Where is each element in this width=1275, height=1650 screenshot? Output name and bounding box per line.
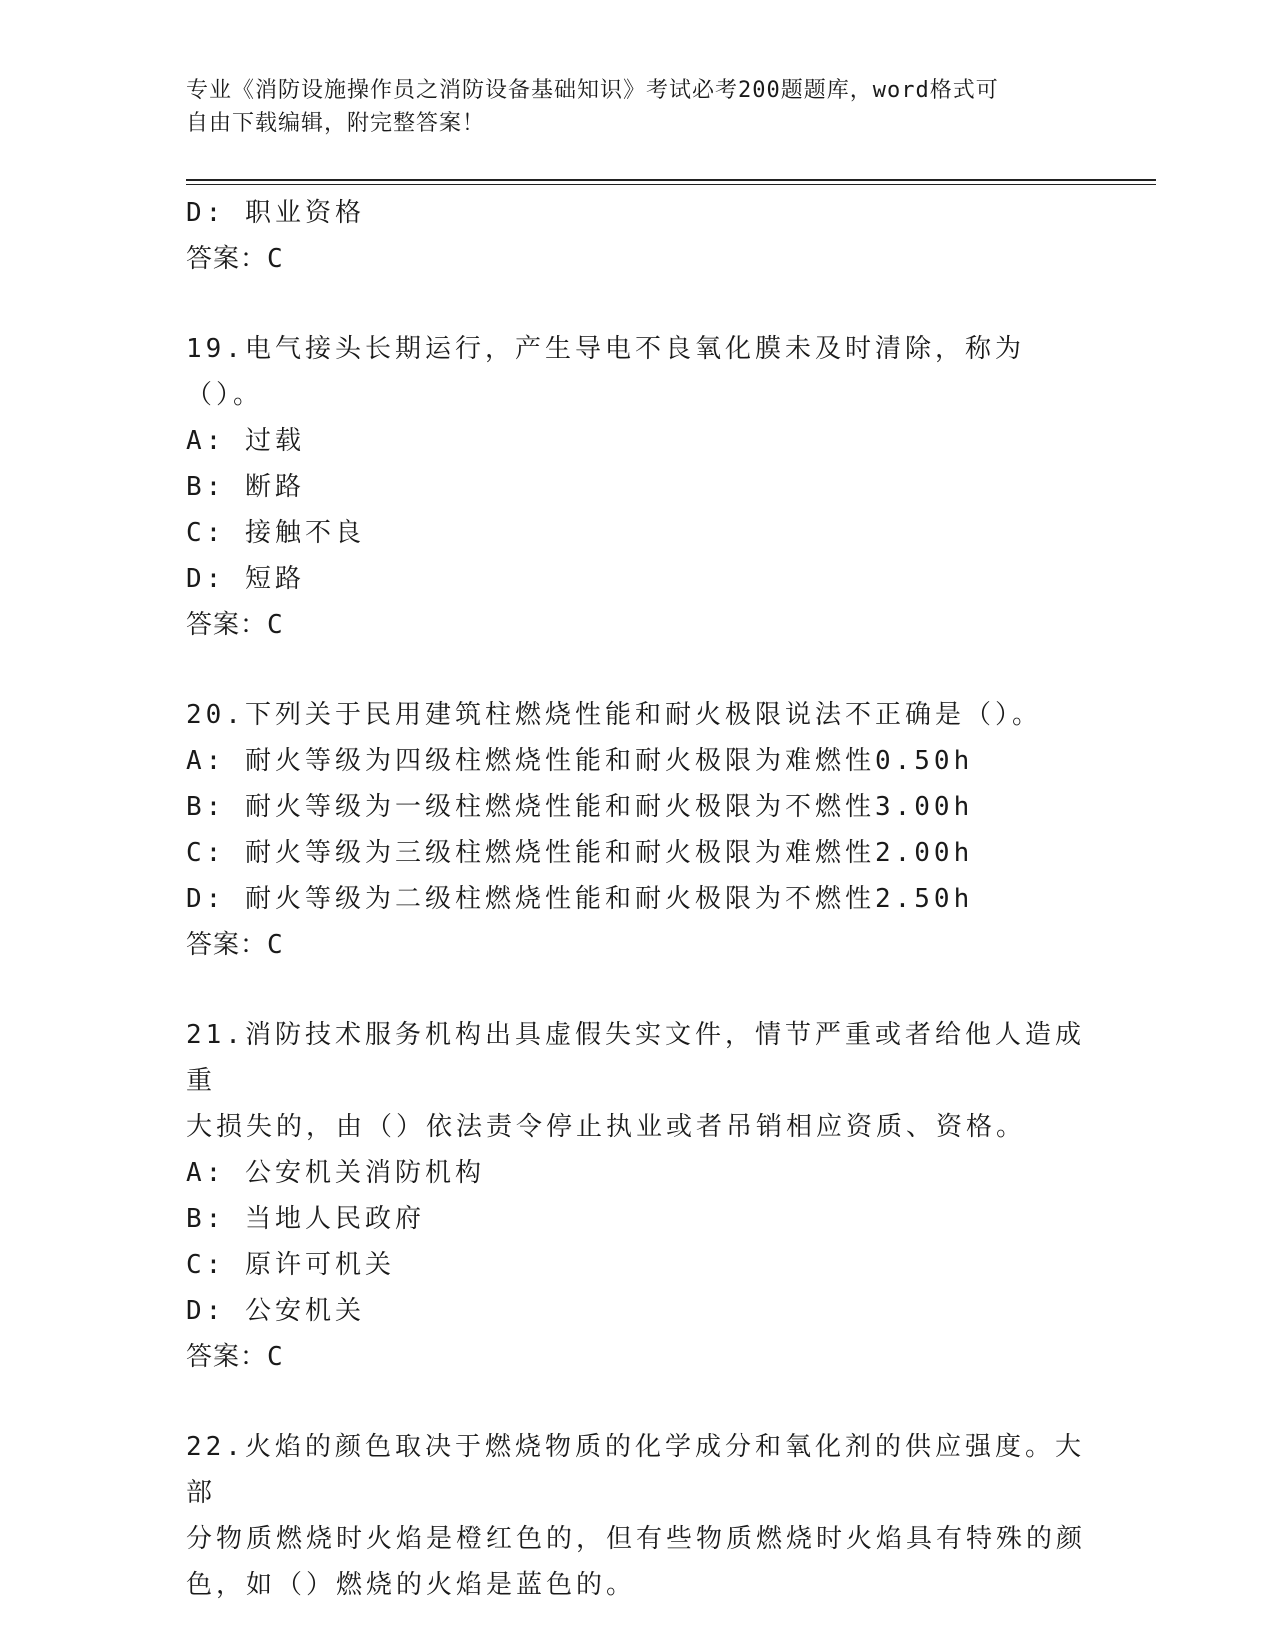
header-rule-top: [186, 179, 1156, 181]
option-a: A: 公安机关消防机构: [186, 1158, 485, 1188]
question-text-line-3: 色，如（）燃烧的火焰是蓝色的。: [186, 1570, 637, 1600]
question-text: 20.下列关于民用建筑柱燃烧性能和耐火极限说法不正确是（）。: [186, 700, 1042, 730]
option-d: D: 公安机关: [186, 1296, 365, 1326]
question-text: 19.电气接头长期运行，产生导电不良氧化膜未及时清除，称为（）。: [186, 334, 1025, 410]
answer-line: 答案：C: [186, 244, 284, 274]
document-header: [186, 74, 1086, 140]
question-text-line-2: 分物质燃烧时火焰是橙红色的，但有些物质燃烧时火焰具有特殊的颜: [186, 1524, 1087, 1554]
question-20: [186, 692, 1086, 968]
option-c: C: 耐火等级为三级柱燃烧性能和耐火极限为难燃性2.00h: [186, 838, 974, 868]
previous-question-tail: [186, 190, 1086, 282]
option-b: B: 耐火等级为一级柱燃烧性能和耐火极限为不燃性3.00h: [186, 792, 974, 822]
option-d: D: 职业资格: [186, 198, 365, 228]
question-21: [186, 1012, 1086, 1380]
answer-line: 答案：C: [186, 610, 284, 640]
answer-line: 答案：C: [186, 930, 284, 960]
option-a: A: 耐火等级为四级柱燃烧性能和耐火极限为难燃性0.50h: [186, 746, 974, 776]
header-rule-bottom: [186, 184, 1156, 185]
option-a: A: 过载: [186, 426, 305, 456]
header-line-2: 自由下载编辑，附完整答案！: [186, 111, 486, 136]
option-b: B: 断路: [186, 472, 305, 502]
option-c: C: 原许可机关: [186, 1250, 395, 1280]
question-text-line-1: 21.消防技术服务机构出具虚假失实文件，情节严重或者给他人造成重: [186, 1020, 1085, 1096]
question-list: [186, 190, 1086, 1608]
question-19: [186, 326, 1086, 648]
question-22: [186, 1424, 1086, 1608]
answer-line: 答案：C: [186, 1342, 284, 1372]
option-d: D: 耐火等级为二级柱燃烧性能和耐火极限为不燃性2.50h: [186, 884, 974, 914]
question-text-line-1: 22.火焰的颜色取决于燃烧物质的化学成分和氧化剂的供应强度。大部: [186, 1432, 1085, 1508]
option-b: B: 当地人民政府: [186, 1204, 425, 1234]
header-line-1: 专业《消防设施操作员之消防设备基础知识》考试必考200题题库，word格式可: [186, 78, 999, 103]
question-text-line-2: 大损失的，由（）依法责令停止执业或者吊销相应资质、资格。: [186, 1112, 1027, 1142]
option-c: C: 接触不良: [186, 518, 365, 548]
option-d: D: 短路: [186, 564, 305, 594]
